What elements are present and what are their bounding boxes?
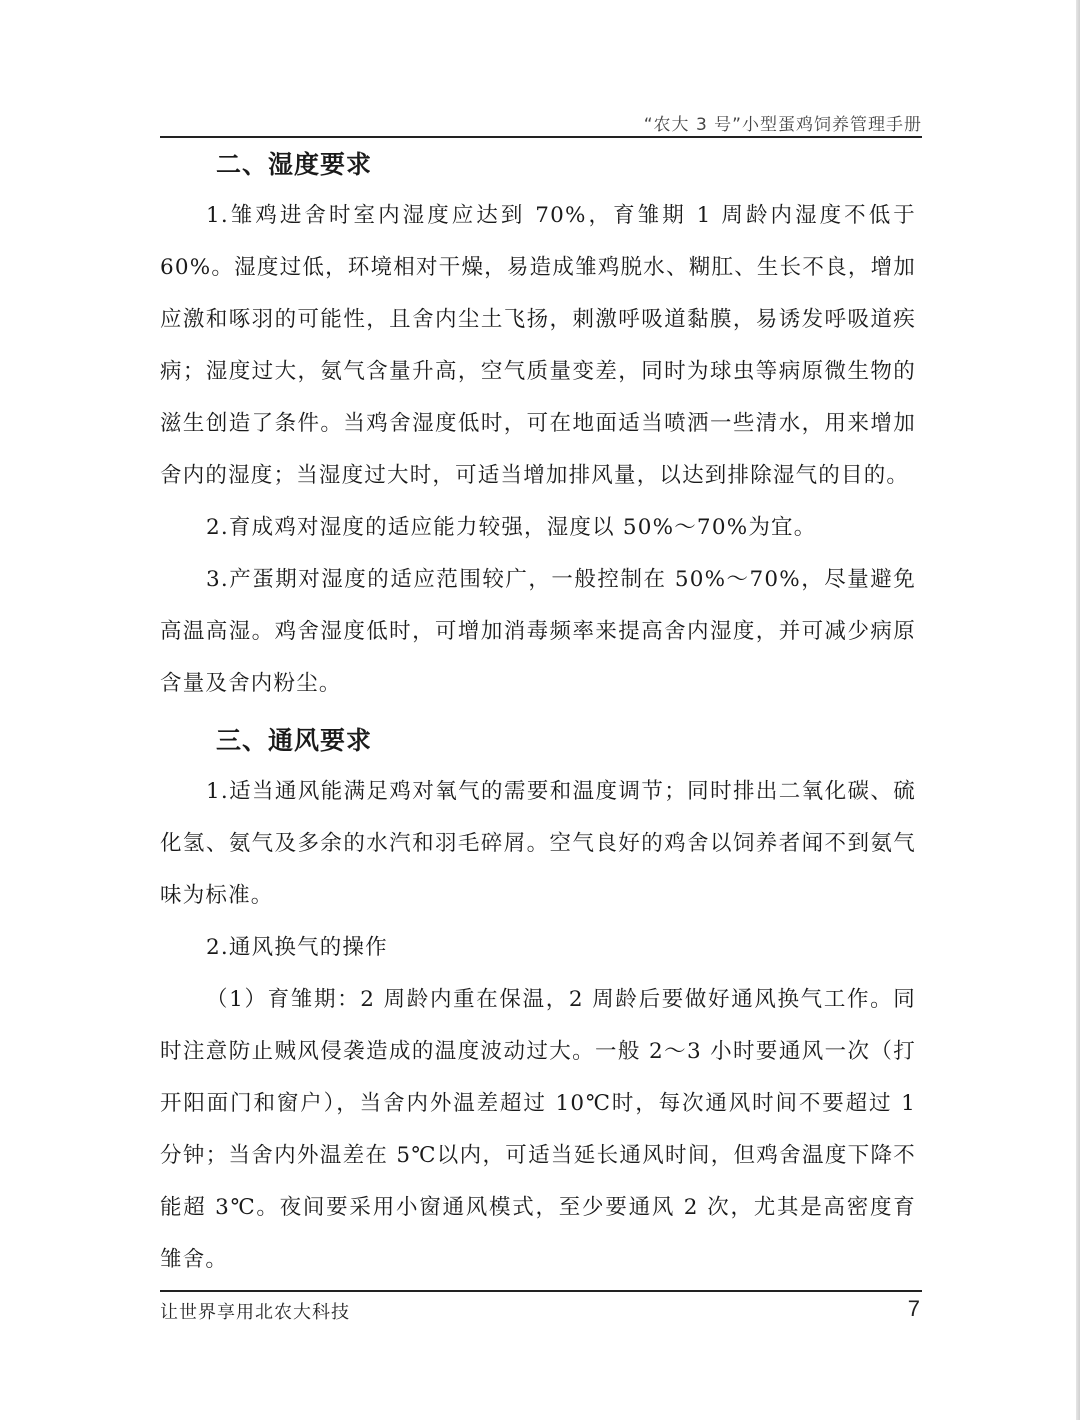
page-body <box>160 140 916 1286</box>
footer-slogan: 让世界享用北农大科技 <box>160 1302 350 1323</box>
paragraph: 1.适当通风能满足鸡对氧气的需要和温度调节；同时排出二氧化碳、硫化氢、氨气及多余的水汽和羽毛碎屑。空气良好的鸡舍以饲养者闻不到氨气味为标准。 <box>160 779 916 908</box>
page-edge-shadow <box>1076 0 1080 1420</box>
paragraph: 2.育成鸡对湿度的适应能力较强，湿度以 50%～70%为宜。 <box>206 515 817 540</box>
section-heading-humidity: 二、湿度要求 <box>216 150 373 179</box>
paragraph: （1）育雏期：2 周龄内重在保温，2 周龄后要做好通风换气工作。同时注意防止贼风侵袭造成的温度波动过大。一般 2～3 小时要通风一次（打开阳面门和窗户），当舍内外温差超过 10℃时，每次通风时间不要超过 1 分钟；当舍内外温差在 5℃以内，可适当延长通风时间，但鸡舍温度下降不能超 3℃。夜间要采用小窗通风模式，至少要通风 2 次，尤其是高密度育雏舍。 <box>160 987 916 1272</box>
paragraph: 1.雏鸡进舍时室内湿度应达到 70%，育雏期 1 周龄内湿度不低于 60%。湿度过低，环境相对干燥，易造成雏鸡脱水、糊肛、生长不良，增加应激和啄羽的可能性，且舍内尘土飞扬，刺激呼吸道黏膜，易诱发呼吸道疾病；湿度过大，氨气含量升高，空气质量变差，同时为球虫等病原微生物的滋生创造了条件。当鸡舍湿度低时，可在地面适当喷洒一些清水，用来增加舍内的湿度；当湿度过大时，可适当增加排风量，以达到排除湿气的目的。 <box>160 203 916 488</box>
page-header <box>160 108 922 138</box>
running-title: “农大 3 号”小型蛋鸡饲养管理手册 <box>643 115 922 135</box>
page-number: 7 <box>907 1296 920 1321</box>
paragraph: 2.通风换气的操作 <box>206 935 388 960</box>
paragraph: 3.产蛋期对湿度的适应范围较广，一般控制在 50%～70%，尽量避免高温高湿。鸡舍湿度低时，可增加消毒频率来提高舍内湿度，并可减少病原含量及舍内粉尘。 <box>160 567 916 696</box>
section-heading-ventilation: 三、通风要求 <box>216 726 373 755</box>
page-footer <box>160 1290 922 1332</box>
